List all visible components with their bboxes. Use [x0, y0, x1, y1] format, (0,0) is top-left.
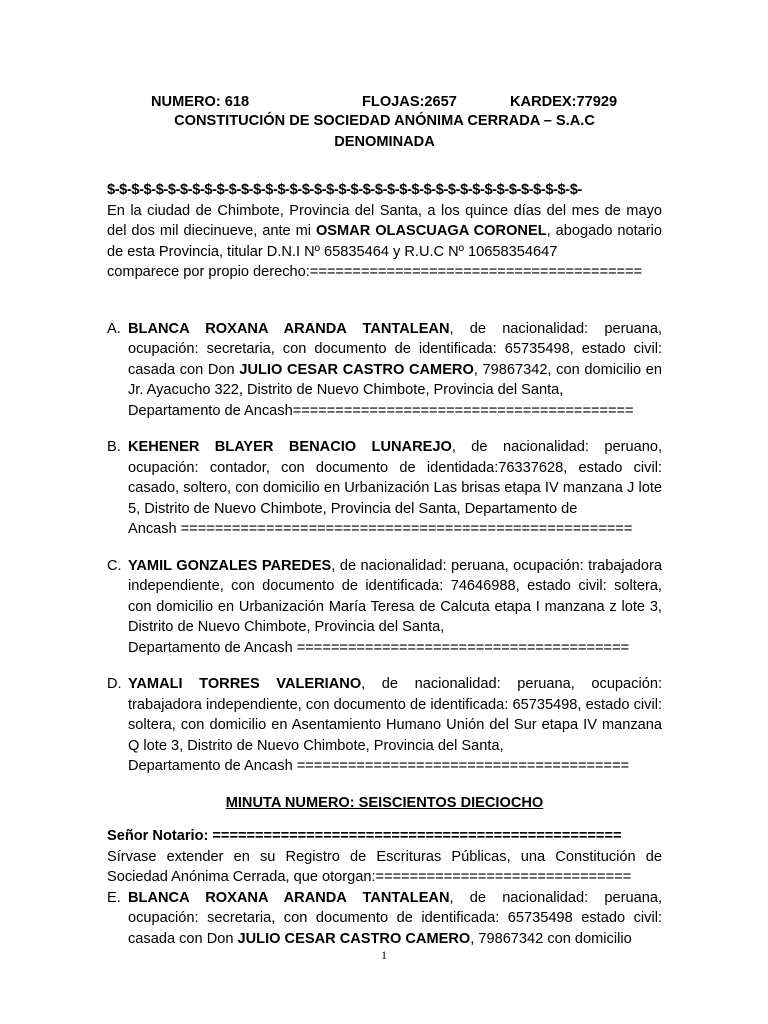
list-item: [107, 556, 662, 659]
intro-text-2: , abogado notario de esta Provincia, titular D.N.I Nº 65835464 y R.U.C Nº 10658354647: [107, 223, 663, 260]
separator-line: $-$-$-$-$-$-$-$-$-$-$-$-$-$-$-$-$-$-$-$-$-$-$-$-$-$-$-$-$-$-$-$-$-$-$-$-$-$-$-: [107, 182, 582, 198]
intro-paragraph: [107, 201, 662, 263]
list-item-letter: E.: [107, 889, 121, 906]
record-header: [107, 92, 662, 111]
list-item: [107, 888, 662, 950]
party-tail: Departamento de Ancash =======================================: [128, 639, 630, 656]
party-name: YAMIL GONZALES PAREDES: [128, 557, 332, 574]
list-item-letter: D.: [107, 676, 122, 692]
party-name: YAMALI TORRES VALERIANO: [128, 676, 362, 692]
party-tail: Departamento de Ancash =======================================: [128, 758, 630, 774]
notary-name: OSMAR OLASCUAGA CORONEL: [315, 223, 547, 239]
document-title-line2: DENOMINADA: [334, 133, 435, 150]
list-item: [107, 437, 662, 540]
party-name: BLANCA ROXANA ARANDA TANTALEAN: [128, 320, 450, 337]
list-item: [107, 674, 662, 777]
request-last-line: Sociedad Anónima Cerrada, que otorgan:==============================: [107, 869, 632, 885]
party-tail: Departamento de Ancash========================================: [128, 402, 634, 419]
minuta-title: MINUTA NUMERO: SEISCIENTOS DIECIOCHO: [225, 794, 544, 811]
party-text-1: , de nacionalidad: peruana, ocupación: secretaria, con documento de identificada: 65735498 estado civil: casada con Don: [128, 889, 663, 947]
party-text-1: , de nacionalidad: peruana, ocupación: secretaria, con documento de identificada: 65735498, estado civil: casada con Don: [128, 320, 663, 378]
flojas-label: FLOJAS:2657: [362, 94, 457, 110]
parties-list: [107, 319, 662, 777]
list-item-letter: B.: [107, 439, 121, 455]
party-text-1: , de nacionalidad: peruana, ocupación: trabajadora independiente, con documento de identificada: 65735498, estado civil: soltera, con domicilio en Asentamiento Humano Unión del Sur etapa IV manzana Q lote 3, Distrito de Nuevo Chimbote, Provincia del Santa,: [128, 676, 662, 754]
document-body: [107, 92, 662, 949]
party-tail: Ancash =====================================================: [128, 521, 633, 537]
list-item-letter: A.: [107, 320, 121, 337]
party-text-2: , 79867342 con domicilio: [470, 930, 632, 947]
document-title-line1: CONSTITUCIÓN DE SOCIEDAD ANÓNIMA CERRADA – S.A.C: [174, 113, 595, 129]
request-line: Sírvase extender en su Registro de Escrituras Públicas, una Constitución de: [107, 848, 662, 865]
party-name: KEHENER BLAYER BENACIO LUNAREJO: [128, 439, 452, 455]
parties-list-continued: [107, 888, 662, 950]
list-item: [107, 319, 662, 422]
senor-notario-line: Señor Notario: ================================================: [107, 828, 622, 844]
party-text-1: , de nacionalidad: peruano, ocupación: contador, con documento de identidada:76337628, estado civil: casado, soltero, con domicilio en Urbanización Las brisas etapa IV manzana J lote 5, Distrito de Nuevo Chimbote, Provincia del Santa, Departamento de: [128, 439, 662, 517]
party-name: BLANCA ROXANA ARANDA TANTALEAN: [128, 889, 450, 906]
party-text-2: , 79867342, con domicilio en Jr. Ayacucho 322, Distrito de Nuevo Chimbote, Provincia del Santa,: [128, 361, 663, 398]
intro-last-line: comparece por propio derecho:=======================================: [107, 264, 643, 280]
list-item-letter: C.: [107, 557, 122, 574]
party-text-1: , de nacionalidad: peruana, ocupación: trabajadora independiente, con documento de identificada: 74646988, estado civil: soltera, con domicilio en Urbanización María Teresa de Calcuta etapa I manzana z lote 3, Distrito de Nuevo Chimbote, Provincia del Santa,: [128, 557, 662, 635]
page-number: 1: [381, 948, 387, 962]
spouse-name: JULIO CESAR CASTRO CAMERO: [237, 930, 471, 947]
spouse-name: JULIO CESAR CASTRO CAMERO: [239, 361, 474, 378]
numero-label: NUMERO: 618: [151, 94, 250, 110]
kardex-label: KARDEX:77929: [510, 94, 618, 110]
intro-text-1: En la ciudad de Chimbote, Provincia del Santa, a los quince días del mes de mayo del dos mil diecinueve, ante mi: [107, 202, 662, 239]
